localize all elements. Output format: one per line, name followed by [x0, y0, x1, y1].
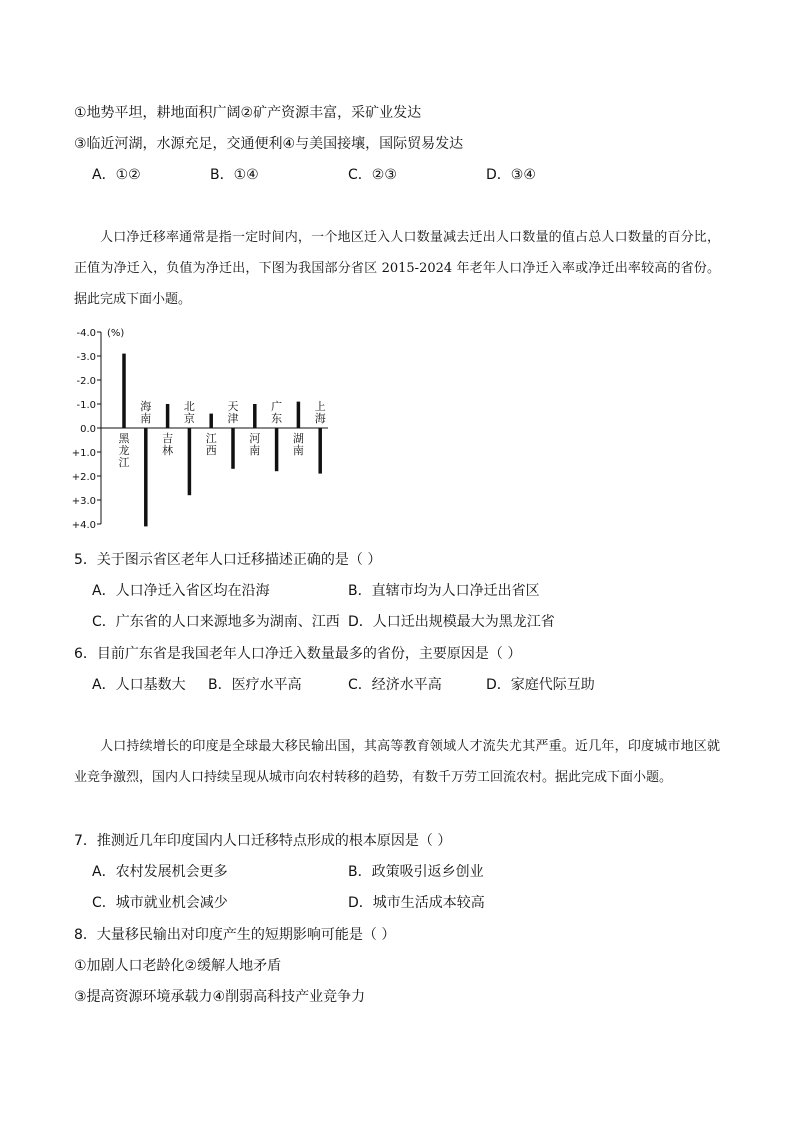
bar-label: 黑 [118, 432, 130, 445]
bar-label: 湖 [292, 432, 304, 445]
bar-label: 南 [249, 444, 261, 457]
bar-label: 吉 [162, 432, 174, 445]
intro-paragraph-1: 人口净迁移率通常是指一定时间内，一个地区迁入人口数量减去迁出人口数量的值占总人口数量的百分比，正值为净迁入，负值为净迁出，下图为我国部分省区 2015-2024 年老年人口净迁入率或净迁出率较高的省份。据此完成下面小题。 [74, 230, 720, 307]
y-tick-label: -2.0 [76, 376, 96, 387]
bar-label: 上 [314, 400, 326, 413]
bar-河南 [253, 404, 256, 428]
q8-statement-2: ③提高资源环境承载力④削弱高科技产业竞争力 [74, 989, 366, 1005]
y-tick-label: 0.0 [80, 424, 96, 435]
q7-option-c[interactable]: C．城市就业机会减少 [92, 895, 228, 911]
bar-label: 天 [227, 400, 239, 413]
bar-label: 南 [140, 412, 152, 425]
bar-label: 南 [292, 444, 304, 457]
q8-stem: 8．大量移民输出对印度产生的短期影响可能是（ ） [74, 927, 396, 943]
bar-label: 海 [314, 412, 326, 425]
y-tick-label: -1.0 [76, 400, 96, 411]
q4-statement-1: ①地势平坦，耕地面积广阔②矿产资源丰富，采矿业发达 [74, 105, 422, 121]
bar-label: 东 [271, 412, 283, 425]
bar-label: 京 [183, 412, 195, 425]
bar-label: 江 [118, 456, 130, 469]
bar-label: 广 [271, 400, 283, 413]
q7-option-d[interactable]: D．城市生活成本较高 [348, 895, 485, 911]
q4-option-d[interactable]: D．③④ [486, 167, 536, 183]
q5-option-c[interactable]: C．广东省的人口来源地多为湖南、江西 [92, 614, 340, 630]
q6-option-b[interactable]: B．医疗水平高 [208, 677, 302, 693]
q6-option-c[interactable]: C．经济水平高 [348, 677, 442, 693]
q6-option-d[interactable]: D．家庭代际互助 [486, 677, 595, 693]
q4-option-a[interactable]: A．①② [92, 167, 141, 183]
q4-option-c[interactable]: C．②③ [348, 167, 397, 183]
y-tick-label: -4.0 [76, 328, 96, 339]
bar-天津 [231, 428, 235, 469]
q8-statement-1: ①加剧人口老龄化②缓解人地矛盾 [74, 958, 282, 974]
bar-label: 林 [162, 444, 174, 457]
y-unit-label: (%) [107, 328, 125, 339]
bar-label: 津 [227, 412, 239, 425]
q4-option-b[interactable]: B．①④ [210, 167, 259, 183]
bar-广东 [275, 428, 279, 471]
bar-北京 [188, 428, 192, 495]
migration-bar-chart [70, 322, 340, 537]
y-tick-label: +1.0 [71, 448, 96, 459]
bar-黑龙江 [122, 354, 126, 428]
q5-stem: 5．关于图示省区老年人口迁移描述正确的是（ ） [74, 552, 382, 568]
bar-吉林 [166, 404, 170, 428]
bar-label: 龙 [118, 444, 130, 457]
bar-label: 西 [205, 444, 217, 457]
q7-stem: 7．推测近几年印度国内人口迁移特点形成的根本原因是（ ） [74, 833, 452, 849]
q6-stem: 6．目前广东省是我国老年人口净迁入数量最多的省份，主要原因是（ ） [74, 646, 522, 662]
q5-option-a[interactable]: A．人口净迁入省区均在沿海 [92, 583, 270, 599]
bar-海南 [144, 428, 148, 526]
bar-江西 [209, 414, 213, 428]
q6-option-a[interactable]: A．人口基数大 [92, 677, 186, 693]
q7-option-b[interactable]: B．政策吸引返乡创业 [348, 864, 484, 880]
y-tick-label: +2.0 [71, 472, 96, 483]
intro-paragraph-2: 人口持续增长的印度是全球最大移民输出国，其高等教育领域人才流失尤其严重。近几年，印度城市地区就业竞争激烈，国内人口持续呈现从城市向农村转移的趋势，有数千万劳工回流农村。据此完成下面小题。 [74, 739, 720, 785]
y-tick-label: -3.0 [76, 352, 96, 363]
bar-label: 海 [140, 400, 152, 413]
bar-湖南 [297, 402, 301, 428]
bar-label: 河 [249, 432, 261, 445]
bar-label: 江 [205, 432, 217, 445]
q4-statement-2: ③临近河湖，水源充足，交通便利④与美国接壤，国际贸易发达 [74, 136, 464, 152]
bar-label: 北 [183, 400, 195, 413]
bar-上海 [318, 428, 322, 474]
q5-option-d[interactable]: D．人口迁出规模最大为黑龙江省 [348, 614, 555, 630]
y-tick-label: +4.0 [71, 520, 96, 531]
q7-option-a[interactable]: A．农村发展机会更多 [92, 864, 228, 880]
q5-option-b[interactable]: B．直辖市均为人口净迁出省区 [348, 583, 540, 599]
y-tick-label: +3.0 [71, 496, 96, 507]
